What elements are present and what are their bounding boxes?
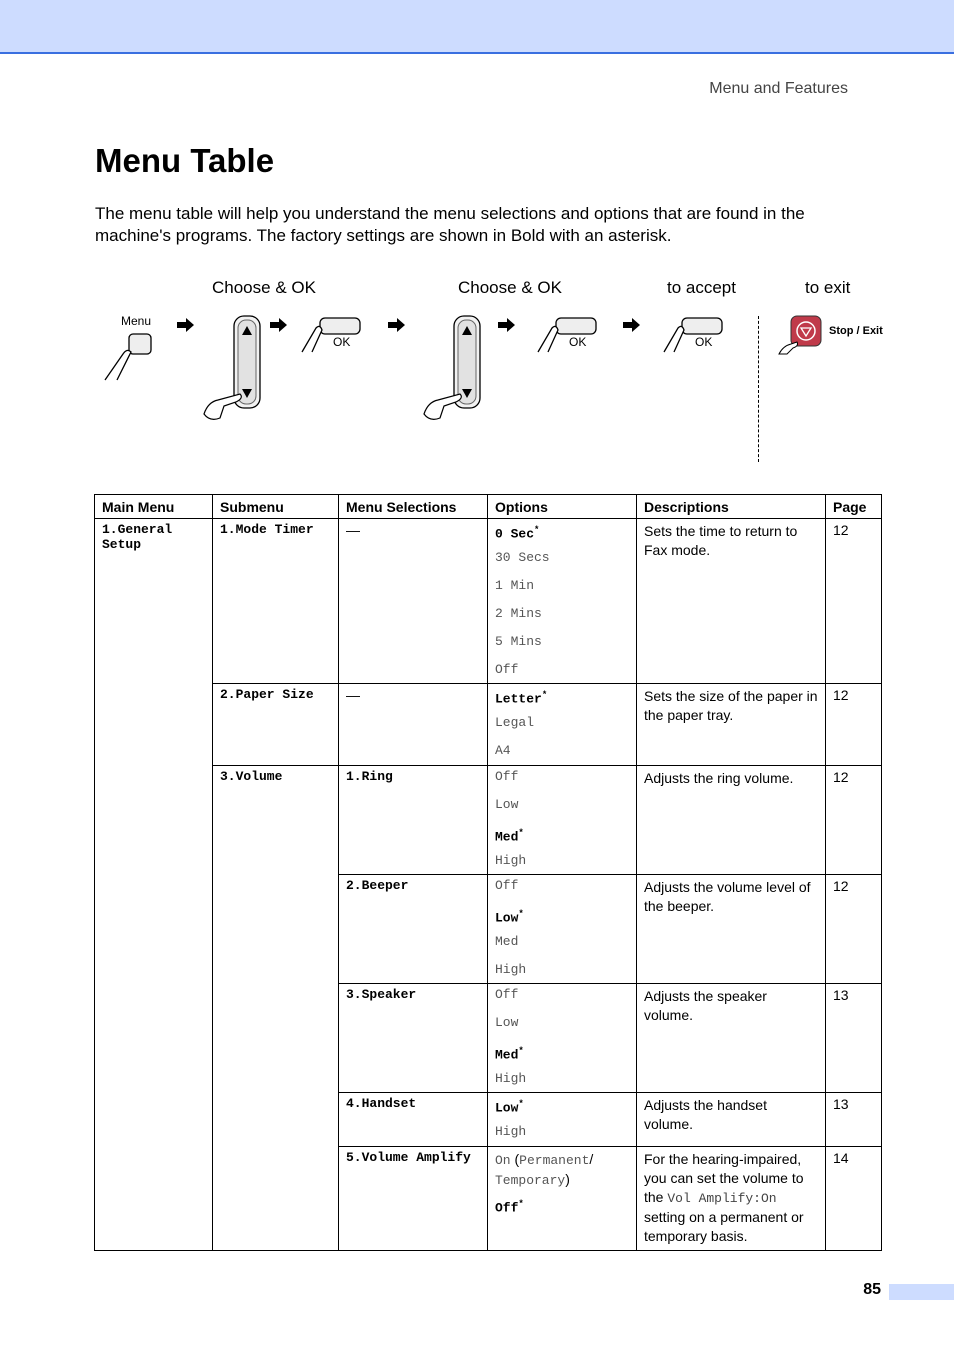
- page-cell: 14: [826, 1147, 882, 1251]
- option-item: Off: [495, 769, 519, 784]
- main-menu-cell: 1.General Setup: [95, 519, 213, 1251]
- arrow-right-icon: [270, 318, 288, 332]
- option-item: 1 Min: [495, 578, 535, 593]
- table-header-row: [95, 495, 882, 519]
- arrow-right-icon: [623, 318, 641, 332]
- option-item: Low: [495, 797, 519, 812]
- col-menu-selections: Menu Selections: [339, 495, 488, 519]
- ok-key-icon: [536, 316, 598, 356]
- caption-to-accept: to accept: [667, 278, 736, 297]
- option-item: Off: [495, 662, 519, 677]
- option-item: Off*: [495, 1199, 524, 1216]
- option-item: 30 Secs: [495, 550, 550, 565]
- page-cell: 13: [826, 1093, 882, 1147]
- ok-key-label: OK: [569, 335, 587, 349]
- option-item: Low*: [495, 1099, 524, 1116]
- menu-table: [94, 494, 882, 1251]
- option-item: Low*: [495, 909, 524, 926]
- col-page: Page: [826, 495, 882, 519]
- page-cell: 12: [826, 766, 882, 875]
- stop-exit-label: Stop / Exit: [829, 325, 883, 337]
- description-cell: For the hearing-impaired, you can set the volume to the Vol Amplify:On setting on a permanent or temporary basis.: [637, 1147, 826, 1251]
- option-item: A4: [495, 743, 511, 758]
- option-item: Low: [495, 1015, 519, 1030]
- menu-key-icon: [101, 328, 161, 384]
- ok-key-icon: [300, 316, 362, 356]
- description-cell: Sets the size of the paper in the paper tray.: [637, 684, 826, 766]
- selection-cell: —: [339, 519, 488, 684]
- option-item: Med*: [495, 1046, 524, 1063]
- option-item: 2 Mins: [495, 606, 542, 621]
- col-submenu: Submenu: [213, 495, 339, 519]
- options-cell: [488, 684, 637, 766]
- intro-paragraph: The menu table will help you understand the menu selections and options that are found in the machine's programs. The factory settings are shown in Bold with an asterisk.: [95, 204, 805, 245]
- table-row: [95, 766, 882, 875]
- submenu-cell: 2.Paper Size: [213, 684, 339, 766]
- page-cell: 12: [826, 519, 882, 684]
- options-cell: [488, 984, 637, 1093]
- description-cell: Sets the time to return to Fax mode.: [637, 519, 826, 684]
- description-cell: Adjusts the ring volume.: [637, 766, 826, 875]
- option-item: 0 Sec*: [495, 525, 540, 542]
- options-cell: [488, 875, 637, 984]
- submenu-cell: 1.Mode Timer: [213, 519, 339, 684]
- description-cell: Adjusts the handset volume.: [637, 1093, 826, 1147]
- description-cell: Adjusts the volume level of the beeper.: [637, 875, 826, 984]
- option-item: Med: [495, 934, 519, 949]
- selection-cell: 1.Ring: [339, 766, 488, 875]
- nav-updown-icon: [420, 314, 490, 424]
- page-cell: 12: [826, 684, 882, 766]
- option-item: Legal: [495, 715, 535, 730]
- option-item: On (Permanent/ Temporary): [495, 1151, 594, 1188]
- page-title: Menu Table: [95, 142, 275, 179]
- selection-cell: —: [339, 684, 488, 766]
- option-item: High: [495, 1124, 527, 1139]
- header-band: [0, 0, 954, 54]
- selection-cell: 3.Speaker: [339, 984, 488, 1093]
- description-cell: Adjusts the speaker volume.: [637, 984, 826, 1093]
- option-item: 5 Mins: [495, 634, 542, 649]
- option-item: Letter*: [495, 690, 548, 707]
- selection-cell: 2.Beeper: [339, 875, 488, 984]
- separator-line: [758, 316, 759, 462]
- menu-key-label: Menu: [121, 314, 152, 328]
- option-item: Off: [495, 878, 519, 893]
- options-cell: [488, 766, 637, 875]
- col-options: Options: [488, 495, 637, 519]
- options-cell: [488, 1147, 637, 1251]
- page-cell: 12: [826, 875, 882, 984]
- stop-exit-key-icon: [777, 314, 827, 358]
- selection-cell: 4.Handset: [339, 1093, 488, 1147]
- running-head: Menu and Features: [709, 80, 848, 97]
- ok-key-icon: [662, 316, 724, 356]
- ok-key-label: OK: [333, 335, 351, 349]
- arrow-right-icon: [177, 318, 195, 332]
- options-cell: [488, 519, 637, 684]
- col-main-menu: Main Menu: [95, 495, 213, 519]
- page-number: 85: [863, 1281, 881, 1298]
- option-item: Med*: [495, 828, 524, 845]
- option-item: High: [495, 962, 527, 977]
- caption-choose-ok-2: Choose & OK: [458, 278, 562, 297]
- option-item: High: [495, 853, 527, 868]
- table-row: [95, 519, 882, 684]
- option-item: High: [495, 1071, 527, 1086]
- caption-to-exit: to exit: [805, 278, 851, 297]
- arrow-right-icon: [498, 318, 516, 332]
- options-cell: [488, 1093, 637, 1147]
- arrow-right-icon: [388, 318, 406, 332]
- footer-band: [889, 1284, 954, 1300]
- page-cell: 13: [826, 984, 882, 1093]
- submenu-cell: 3.Volume: [213, 766, 339, 1251]
- option-item: Off: [495, 987, 519, 1002]
- selection-cell: 5.Volume Amplify: [339, 1147, 488, 1251]
- nav-updown-icon: [200, 314, 270, 424]
- menu-navigation-diagram: [95, 270, 895, 470]
- ok-key-label: OK: [695, 335, 713, 349]
- col-descriptions: Descriptions: [637, 495, 826, 519]
- table-row: [95, 684, 882, 766]
- caption-choose-ok-1: Choose & OK: [212, 278, 316, 297]
